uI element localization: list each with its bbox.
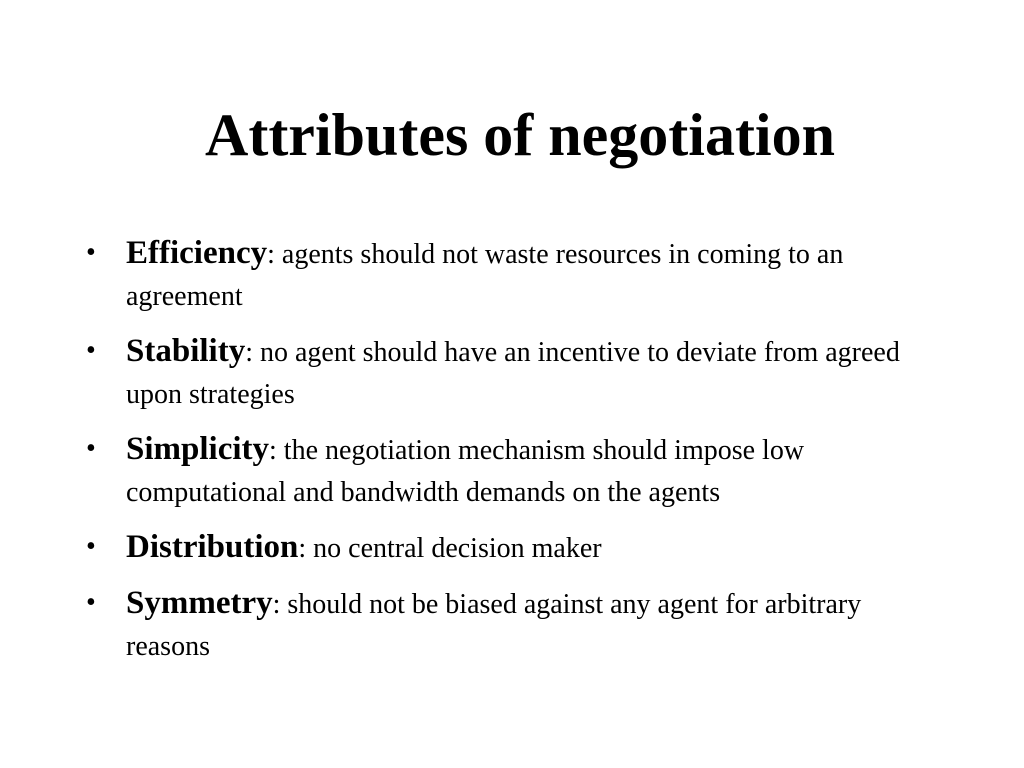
bullet-item-stability: [86, 330, 946, 416]
slide-title: Attributes of negotiation: [205, 102, 835, 168]
term-efficiency: Efficiency: [126, 235, 268, 271]
bullet-item-simplicity: [86, 428, 946, 514]
term-distribution: Distribution: [126, 529, 299, 565]
bullet-item-symmetry: [86, 582, 946, 668]
bullet-item-distribution: [86, 526, 946, 570]
bullet-icon: •: [86, 531, 96, 562]
bullet-icon: •: [86, 587, 96, 618]
description-simplicity: : the negotiation mechanism should impose low computational and bandwidth demands on the agents: [126, 435, 805, 508]
bullet-item-efficiency: [86, 232, 946, 318]
bullet-icon: •: [86, 335, 96, 366]
description-distribution: : no central decision maker: [298, 533, 602, 564]
bullet-icon: •: [86, 433, 96, 464]
term-symmetry: Symmetry: [126, 585, 273, 621]
term-stability: Stability: [126, 333, 246, 369]
description-stability: : no agent should have an incentive to deviate from agreed upon strategies: [126, 337, 900, 410]
term-simplicity: Simplicity: [126, 431, 270, 467]
bullet-list: [86, 232, 946, 680]
description-symmetry: : should not be biased against any agent for arbitrary reasons: [126, 589, 862, 662]
description-efficiency: : agents should not waste resources in coming to an agreement: [126, 239, 844, 312]
bullet-icon: •: [86, 237, 96, 268]
